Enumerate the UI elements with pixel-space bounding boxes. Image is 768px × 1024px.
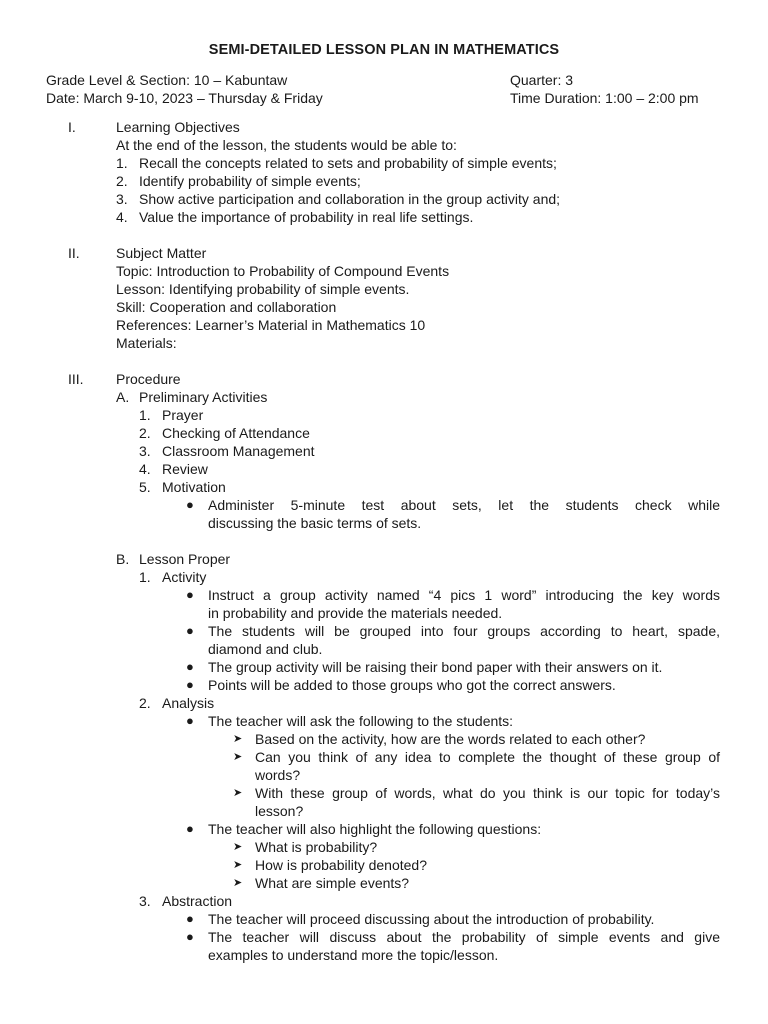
arrow-item	[0, 838, 768, 856]
bullet-text: The teacher will proceed discussing about the introduction of probability.	[208, 911, 655, 927]
bullet-text: The teacher will also highlight the following questions:	[208, 821, 542, 837]
bullet-text: Points will be added to those groups who got the correct answers.	[208, 677, 616, 693]
bullet-text: Administer 5-minute test about sets, let the students check while	[208, 497, 720, 513]
subsection-label: Lesson Proper	[139, 551, 231, 567]
question-text: What are simple events?	[255, 875, 410, 891]
arrow-bullet-icon: ➤	[233, 787, 243, 799]
document-title: SEMI-DETAILED LESSON PLAN IN MATHEMATICS	[208, 42, 560, 58]
bullet-icon: ●	[186, 623, 194, 638]
bullet-item	[0, 910, 768, 928]
arrow-item	[0, 784, 768, 802]
bullet-item	[0, 496, 768, 514]
list-item	[0, 892, 768, 910]
bullet-continuation	[0, 514, 768, 532]
subject-materials	[0, 334, 768, 352]
arrow-continuation	[0, 802, 768, 820]
objective-text: Identify probability of simple events;	[139, 173, 361, 189]
bullet-text: in probability and provide the materials needed.	[208, 605, 503, 621]
bullet-icon: ●	[186, 587, 194, 602]
intro-text: At the end of the lesson, the students would be able to:	[116, 137, 457, 153]
bullet-icon: ●	[186, 929, 194, 944]
bullet-text: examples to understand more the topic/lesson.	[208, 947, 499, 963]
materials-text: Materials:	[116, 335, 177, 351]
activity-text: Prayer	[162, 407, 204, 423]
objective-text: Recall the concepts related to sets and probability of simple events;	[139, 155, 557, 171]
section-numeral: III.	[68, 371, 84, 387]
list-number: 2.	[116, 173, 128, 189]
section-objectives-heading	[0, 118, 768, 136]
header-row-2	[46, 90, 720, 108]
list-item	[0, 568, 768, 586]
list-number: 2.	[139, 695, 151, 711]
date: Date: March 9-10, 2023 – Thursday & Friday	[46, 90, 323, 106]
arrow-item	[0, 856, 768, 874]
list-number: 4.	[139, 461, 151, 477]
activity-text: Motivation	[162, 479, 226, 495]
bullet-item	[0, 820, 768, 838]
list-number: 4.	[116, 209, 128, 225]
section-subject-heading	[0, 244, 768, 262]
subsection-letter: A.	[116, 389, 130, 405]
time-duration: Time Duration: 1:00 – 2:00 pm	[510, 90, 699, 106]
question-text: Can you think of any idea to complete the thought of these group of	[255, 749, 720, 765]
subsection-lesson-proper	[0, 550, 768, 568]
arrow-bullet-icon: ➤	[233, 877, 243, 889]
arrow-continuation	[0, 766, 768, 784]
list-item	[0, 460, 768, 478]
bullet-item	[0, 928, 768, 946]
subject-lesson	[0, 280, 768, 298]
spacer	[0, 352, 768, 370]
lesson-body	[0, 118, 768, 964]
question-text: lesson?	[255, 803, 304, 819]
question-text: How is probability denoted?	[255, 857, 427, 873]
arrow-bullet-icon: ➤	[233, 859, 243, 871]
objective-text: Value the importance of probability in real life settings.	[139, 209, 474, 225]
subject-skill	[0, 298, 768, 316]
list-number: 1.	[116, 155, 128, 171]
bullet-continuation	[0, 604, 768, 622]
subsection-label: Preliminary Activities	[139, 389, 268, 405]
section-procedure-heading	[0, 370, 768, 388]
bullet-text: diamond and club.	[208, 641, 323, 657]
bullet-icon: ●	[186, 677, 194, 692]
bullet-item	[0, 676, 768, 694]
section-heading: Procedure	[116, 371, 181, 387]
question-text: Based on the activity, how are the words related to each other?	[255, 731, 646, 747]
list-item	[0, 208, 768, 226]
list-number: 3.	[139, 893, 151, 909]
list-item	[0, 478, 768, 496]
list-item	[0, 442, 768, 460]
spacer	[0, 532, 768, 550]
question-text: words?	[255, 767, 301, 783]
objectives-intro	[0, 136, 768, 154]
bullet-icon: ●	[186, 497, 194, 512]
list-item	[0, 190, 768, 208]
arrow-item	[0, 748, 768, 766]
quarter: Quarter: 3	[510, 72, 574, 88]
arrow-bullet-icon: ➤	[233, 751, 243, 763]
arrow-item	[0, 730, 768, 748]
subsection-letter: B.	[116, 551, 130, 567]
bullet-icon: ●	[186, 821, 194, 836]
bullet-text: The group activity will be raising their bond paper with their answers on it.	[208, 659, 663, 675]
list-number: 1.	[139, 569, 151, 585]
objective-text: Show active participation and collaboration in the group activity and;	[139, 191, 561, 207]
section-numeral: II.	[68, 245, 80, 261]
question-text: With these group of words, what do you think is our topic for today’s	[255, 785, 720, 801]
activity-text: Review	[162, 461, 208, 477]
bullet-text: The teacher will ask the following to the students:	[208, 713, 514, 729]
list-number: 5.	[139, 479, 151, 495]
bullet-continuation	[0, 946, 768, 964]
bullet-item	[0, 586, 768, 604]
list-item	[0, 172, 768, 190]
activity-text: Checking of Attendance	[162, 425, 310, 441]
list-item	[0, 406, 768, 424]
section-heading: Learning Objectives	[116, 119, 240, 135]
bullet-text: Instruct a group activity named “4 pics 1 word” introducing the key words	[208, 587, 720, 603]
bullet-text: The teacher will discuss about the probability of simple events and give	[208, 929, 720, 945]
skill-text: Skill: Cooperation and collaboration	[116, 299, 337, 315]
subsection-preliminary	[0, 388, 768, 406]
bullet-text: The students will be grouped into four groups according to heart, spade,	[208, 623, 720, 639]
arrow-item	[0, 874, 768, 892]
list-item	[0, 424, 768, 442]
question-text: What is probability?	[255, 839, 378, 855]
bullet-icon: ●	[186, 911, 194, 926]
list-number: 1.	[139, 407, 151, 423]
bullet-continuation	[0, 640, 768, 658]
section-heading: Subject Matter	[116, 245, 207, 261]
topic-text: Topic: Introduction to Probability of Compound Events	[116, 263, 450, 279]
bullet-icon: ●	[186, 713, 194, 728]
list-number: 3.	[116, 191, 128, 207]
list-item	[0, 694, 768, 712]
section-numeral: I.	[68, 119, 76, 135]
list-item	[0, 154, 768, 172]
bullet-text: discussing the basic terms of sets.	[208, 515, 422, 531]
arrow-bullet-icon: ➤	[233, 841, 243, 853]
list-number: 3.	[139, 443, 151, 459]
header-row-1	[46, 72, 720, 90]
arrow-bullet-icon: ➤	[233, 733, 243, 745]
references-text: References: Learner’s Material in Mathematics 10	[116, 317, 426, 333]
bullet-item	[0, 712, 768, 730]
step-label: Analysis	[162, 695, 215, 711]
activity-text: Classroom Management	[162, 443, 315, 459]
step-label: Activity	[162, 569, 207, 585]
grade-section: Grade Level & Section: 10 – Kabuntaw	[46, 72, 288, 88]
step-label: Abstraction	[162, 893, 233, 909]
bullet-icon: ●	[186, 659, 194, 674]
spacer	[0, 226, 768, 244]
subject-references	[0, 316, 768, 334]
lesson-text: Lesson: Identifying probability of simple events.	[116, 281, 410, 297]
subject-topic	[0, 262, 768, 280]
bullet-item	[0, 622, 768, 640]
list-number: 2.	[139, 425, 151, 441]
bullet-item	[0, 658, 768, 676]
